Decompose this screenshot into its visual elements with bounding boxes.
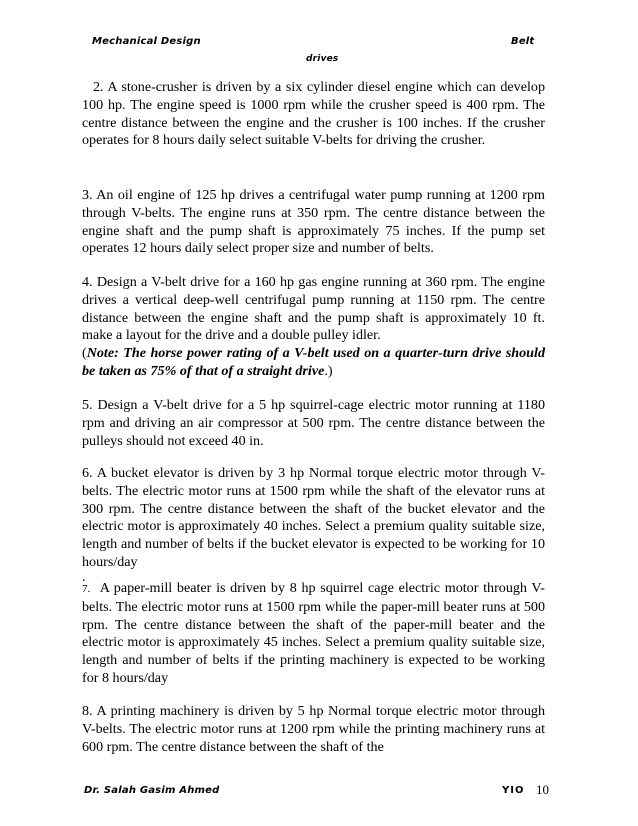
problem-7 — [82, 580, 545, 688]
problem-2: 2. A stone-crusher is driven by a six cylinder diesel engine which can develop 100 hp. The engine speed is 1000 rpm while the crusher speed is 400 rpm. The centre distance between the engine and the crusher is 100 inches. If the crusher operates for 8 hours daily select suitable V-belts for driving the crusher. — [82, 79, 545, 149]
problem-3: 3. An oil engine of 125 hp drives a centrifugal water pump running at 1200 rpm through V-belts. The engine runs at 350 rpm. The centre distance between the engine shaft and the pump shaft is approximately 75 inches. If the pump set operates 12 hours daily select proper size and number of belts. — [82, 187, 545, 257]
note-open-paren: ( — [82, 345, 87, 362]
stray-period: . — [82, 570, 86, 585]
header-topic: Belt — [511, 36, 535, 47]
problem-8: 8. A printing machinery is driven by 5 hp Normal torque electric motor through V-belts. The electric motor runs at 1200 rpm while the printing machinery runs at 600 rpm. The centre distance between the shaft of the — [82, 703, 545, 755]
header-topic-continued: drives — [306, 54, 339, 64]
note-close: .) — [324, 362, 333, 379]
problem-6: 6. A bucket elevator is driven by 3 hp Normal torque electric motor through V-belts. The electric motor runs at 1500 rpm while the shaft of the elevator runs at 300 rpm. The centre distance between the shaft of the bucket elevator and the electric motor is approximately 40 inches. Select a premium quality suitable size, length and number of belts if the bucket elevator is expected to be working for 10 hours/day — [82, 465, 545, 570]
problem-7-text: A paper-mill beater is driven by 8 hp squirrel cage electric motor through V-belts. The electric motor runs at 1500 rpm while the paper-mill beater runs at 500 rpm. The centre distance between the shaft of the paper-mill beater and the electric motor is approximately 45 inches. Select a premium quality suitable size, length and number of belts if the printing machinery is expected to be working for 8 hours/day — [82, 580, 545, 686]
header-course-title: Mechanical Design — [92, 36, 201, 47]
problem-7-number: 7. — [82, 583, 91, 595]
footer-mark: YIO — [502, 785, 525, 796]
problem-4-text: 4. Design a V-belt drive for a 160 hp gas engine running at 360 rpm. The engine drives a vertical deep-well centrifugal pump running at 1150 rpm. The centre distance between the engine shaft and the pump shaft is approximately 10 ft. make a layout for the drive and a double pulley idler. — [82, 274, 545, 344]
page-number: 10 — [536, 782, 549, 797]
footer-author: Dr. Salah Gasim Ahmed — [84, 785, 220, 796]
problem-4 — [82, 274, 545, 381]
problem-4-note: Note: The horse power rating of a V-belt used on a quarter-turn drive should be taken as 75% of that of a straight drive — [82, 345, 545, 379]
problem-5: 5. Design a V-belt drive for a 5 hp squirrel-cage electric motor running at 1180 rpm and driving an air compressor at 500 rpm. The centre distance between the pulleys should not exceed 40 in. — [82, 397, 545, 449]
